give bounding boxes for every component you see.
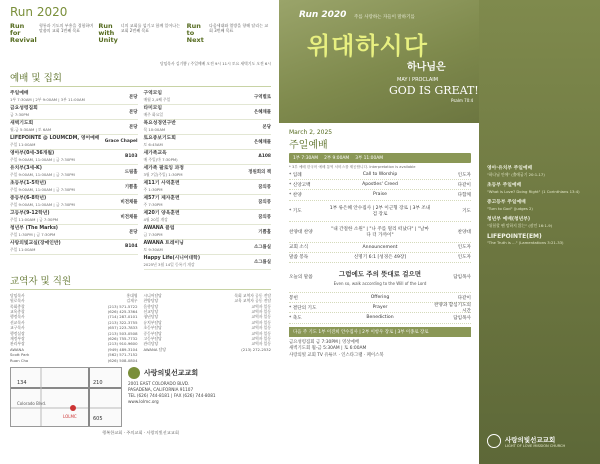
order-label: * 기도 (289, 208, 302, 214)
order-label: 찬양대 찬양 (289, 229, 313, 235)
sermon-title: 그럼에도 주의 뜻대로 걸으면 (338, 269, 422, 278)
order-label: * 축도 (289, 315, 302, 321)
map-label: 210 (93, 379, 103, 386)
order-leader: 다같이 (457, 182, 471, 188)
order-leader: 찬양과 합심기도의 시간 (434, 302, 471, 314)
department-item (487, 183, 594, 194)
service-name: 목요성경연구반 (143, 121, 176, 127)
service-location: 본당 (129, 229, 138, 235)
service-name: 고등부(9-12학년) (10, 211, 50, 217)
order-content: "내 간절한 소원" | "나 주를 멀리 떠났다" | "날마다 더 가까이" (331, 226, 429, 238)
sermon-leader: 담임목사 (453, 275, 471, 281)
staff-contact: 교역자 일동 (251, 309, 271, 315)
service-time: 매 주일(마 7:30PM) (143, 157, 178, 163)
service-text (10, 211, 58, 222)
service-time: 1부 7:30AM | 2부 9:00AM | 3부 11:00AM (10, 97, 85, 103)
order-row (289, 243, 471, 253)
service-location: 본당 (129, 124, 138, 130)
staff-role: 행정목사 (10, 314, 25, 320)
department-title: 중고등부 주일예배 (487, 200, 526, 205)
service-name: 유치부(3세-K) (10, 166, 42, 172)
service-name: 영아부(0세-36개월) (10, 151, 55, 157)
order-label: * 신앙고백 (289, 182, 311, 188)
staff-contact: 교육 교역자 공동 전담 (234, 298, 271, 304)
staff-role: 교육총괄 (10, 309, 25, 315)
theme-unity (98, 23, 182, 61)
service-item (10, 180, 138, 195)
staff-contact: 교역자 일동 (251, 336, 271, 342)
order-content: Prayer (372, 305, 388, 311)
order-row (289, 313, 471, 323)
service-location: 드림홀 (124, 169, 138, 175)
footer-motto: 행복한교회 · 주의교회 · 사랑의빛선교교회 (102, 429, 179, 435)
service-times-bar (289, 153, 471, 163)
staff-role: 찬양담당 (143, 298, 159, 304)
staff-role: 선교목사 (10, 319, 25, 325)
info-line: 새벽기도회 월-금 5:30AM | 토 6:00AM (289, 346, 367, 352)
order-leader: 다같이 (457, 295, 471, 301)
church-info: 담임목사 김기쁨 / 주일예배 오전 9시 11시 토요 새벽기도 오전 6시 (159, 61, 271, 66)
sermon-english: Even so, walk according to the Will of the Lord (333, 280, 427, 286)
service-name: 청년부 (The Marks) (10, 226, 58, 232)
staff-contact: 교역자 일동 (251, 319, 271, 325)
service-location: 본당 (129, 109, 138, 115)
service-location: 본당 (262, 124, 271, 130)
hero-main-title: 위대하시다 (307, 32, 428, 60)
order-leader: 인도자 (457, 172, 471, 178)
service-time: 1부 7:30AM (293, 156, 319, 161)
service-text (144, 181, 180, 192)
service-name: Happy Life(시니어대학) (143, 256, 201, 262)
service-text (144, 166, 184, 177)
map-label: Colorado Blvd. (17, 400, 47, 406)
staff-contact: (213) 910-9600 (107, 341, 138, 347)
order-content: Praise (373, 192, 387, 198)
service-item (10, 150, 138, 165)
service-text (144, 196, 180, 207)
sermon-content (329, 269, 431, 286)
service-location: 꿈의풍 (258, 199, 271, 205)
theme-desc: 다음세대와 열방을 향해 달리는 교회 3번째 목표 (208, 23, 269, 33)
department-sermon: "하나님 안에" (출애굽기 20:1-17) (487, 172, 545, 177)
service-name: 제20기 양육훈련 (143, 211, 180, 217)
order-leader: 담임목사 (453, 315, 471, 321)
hero-banner (279, 0, 479, 123)
service-item (144, 105, 272, 120)
service-item (10, 225, 138, 240)
hero-english-line: MAY I PROCLAIM (397, 77, 439, 83)
service-name: 새가족교육 (143, 151, 167, 157)
staff-role: 목회총괄 (10, 303, 25, 309)
service-text (10, 226, 58, 237)
staff-contact: (562) 571-7152 (107, 352, 138, 358)
service-location: 꿈의풍 (258, 184, 271, 190)
order-leader: 기도 (462, 208, 471, 214)
staff-title: 교역자 및 직원 (10, 273, 271, 290)
service-name: 제57기 제자훈련 (143, 196, 180, 202)
church-name: 사랑의빛선교교회 (144, 368, 199, 377)
middle-panel (279, 0, 479, 464)
service-time: 4월 20일 개강 (143, 217, 168, 223)
service-time: 주일 9:00AM, 11:00AM | 금 7:30PM (10, 172, 75, 178)
info-line: 금요성령집회 금 7:30PM | 영상예배 (289, 339, 360, 345)
order-label: * 찬양 (289, 192, 302, 198)
services-title: 예배 및 집회 (10, 70, 271, 87)
service-location: 꿈의풍 (258, 214, 271, 220)
order-content: Offering (370, 295, 390, 301)
service-name: 주일예배 (10, 91, 29, 97)
service-location: 기쁨홀 (124, 184, 138, 190)
map-label: LOLMC (63, 413, 77, 419)
theme-next (187, 23, 271, 61)
staff-contact: 교역자 일동 (251, 314, 271, 320)
service-location: B104 (124, 244, 138, 250)
staff-contact: (213) 322-3755 (107, 319, 138, 325)
service-location: 비전채플 (120, 214, 138, 220)
service-item (144, 90, 272, 105)
map-label: 605 (93, 415, 103, 422)
staff-role: 행정실장 (10, 330, 25, 336)
service-item (10, 135, 138, 150)
service-name: 사랑의빛교실(장애인반) (10, 241, 61, 247)
staff-role: 중등부담당 (143, 330, 162, 336)
order-label: 봉헌 (289, 295, 298, 301)
service-location: B103 (124, 154, 138, 160)
service-name: AWANA 클럽 (143, 226, 175, 232)
service-name: 타미모임 (143, 106, 163, 112)
department-item (487, 166, 594, 177)
service-name: 제11기 사역훈련 (143, 181, 180, 187)
services-grid (10, 90, 271, 270)
service-text (10, 91, 85, 102)
service-text (10, 241, 61, 252)
order-content: Apostles' Creed (362, 182, 398, 188)
staff-contact: 교역자 일동 (251, 341, 271, 347)
service-time: 금 7:30PM (143, 232, 163, 238)
order-content: 1부 류은혜 안수집사 | 2부 이근형 장로 | 3부 조내검 장로 (329, 205, 431, 217)
department-sermon: "What is Love? Doing Right" (1 Corinthians 13:4) (487, 189, 580, 194)
worship-order (279, 123, 479, 359)
theme-revival (10, 23, 94, 61)
department-sermon: "위험할 땐 망하지 않는" (잠언 16:1-9) (487, 223, 553, 228)
department-title: LIFEPOINTE(EM) (487, 233, 542, 240)
service-location: 소그룹실 (254, 244, 271, 250)
staff-contact: (213) 272-2532 (241, 346, 271, 352)
staff-contact: 홍대영 (126, 292, 138, 298)
theme-desc: 형통과 기도의 부흥을 경험하며 말씀의 교회 1번째 목표 (39, 23, 94, 33)
service-time: 목 10:00AM (143, 127, 166, 133)
order-leader: 인도자 (457, 255, 471, 261)
worship-title (289, 136, 471, 151)
next-week-prayer: 다음 주 기도 1부 이진희 안수집사 | 2부 이항우 장로 | 3부 이종로 장로 (289, 327, 471, 337)
hero-scripture-ref: Psalm 70:4 (451, 98, 474, 103)
staff-contact: (626) 755-7732 (107, 336, 138, 342)
staff-contact: 목회 교역자 공동 전담 (234, 292, 271, 298)
staff-contact: (949) 489-3104 (107, 346, 138, 352)
service-name: LIFEPOINTE @ LOUMCDM, 영어예배 (10, 136, 100, 142)
staff-contact: (626) 508-0804 (107, 357, 138, 363)
website-link[interactable]: www.lolmc.org (128, 398, 159, 404)
service-item (144, 180, 272, 195)
church-english-name: LIGHT OF LOVE MISSION CHURCH (505, 443, 566, 448)
service-text (10, 136, 99, 147)
department-title: 영아·유치부 주일예배 (487, 166, 533, 171)
service-location: 정원회의 책 (248, 169, 271, 175)
service-time: 3부 11:00AM (355, 156, 384, 161)
service-time: 주일 9:00AM, 11:00AM | 금 7:30PM (10, 202, 75, 208)
order-content: Announcement (362, 244, 398, 250)
hero-subtitle: 하나님은 (407, 62, 446, 73)
service-location: 기쁨홀 (258, 229, 271, 235)
department-sermons (487, 166, 594, 245)
service-text (144, 241, 184, 252)
order-rows (289, 170, 471, 263)
service-name: 초등부(1-5학년) (10, 181, 47, 187)
order-label: * 결단의 기도 (289, 305, 317, 311)
staff-role: 고등부담당 (143, 336, 162, 342)
hero-verse: 주를 사랑하는 자들이 말하기를 (354, 15, 415, 20)
service-item (144, 225, 272, 240)
staff-role: 재정부장 (10, 336, 25, 342)
staff-row (144, 347, 272, 352)
service-name: 금요성령집회 (10, 106, 38, 112)
staff-contact: (213) 571-5722 (107, 303, 138, 309)
worship-date: March 2, 2025 (289, 129, 333, 136)
staff-contact: (626) 425-3364 (107, 309, 138, 315)
service-item (144, 150, 272, 165)
service-item (10, 165, 138, 180)
services-right-column (144, 90, 272, 270)
staff-grid (10, 293, 271, 363)
order-label: 교회 소식 (289, 245, 309, 251)
service-text (144, 151, 178, 162)
theme-head: Run with Unity (98, 22, 118, 44)
service-item (10, 195, 138, 210)
service-text (10, 166, 75, 177)
service-item (10, 240, 138, 255)
staff-right-column (144, 293, 272, 363)
service-item (10, 210, 138, 225)
service-text (144, 226, 175, 237)
service-location: 구역별로 (254, 94, 271, 100)
sermon-label: 오늘의 말씀 (289, 275, 313, 281)
order-content: Call to Worship (362, 172, 398, 178)
staff-contact: (213) 503-0508 (107, 330, 138, 336)
hero-english-title: GOD IS GREAT! (389, 84, 479, 97)
service-text (10, 121, 51, 132)
staff-role: AWANA (10, 346, 24, 352)
department-sermon: "The Truth is ..." (Lamentations 3:21-33) (487, 240, 564, 245)
service-item (10, 105, 138, 120)
service-text (10, 106, 38, 117)
service-text (144, 211, 180, 222)
location-map (10, 367, 122, 427)
service-location: 본당 (129, 94, 138, 100)
service-time: 주일 11:00AM | 금 7:30PM (10, 217, 59, 223)
service-item (144, 240, 272, 255)
service-name: 구역모임 (143, 91, 163, 97)
staff-role: 원로목사 (10, 298, 25, 304)
service-item (144, 255, 272, 270)
staff-role: 음향담당 (143, 303, 159, 309)
service-location: 비전채플 (120, 199, 138, 205)
order-row (289, 170, 471, 180)
staff-role: Scott Park (10, 352, 30, 358)
service-text (144, 106, 164, 117)
order-content: 신명기 6:1 [성경은 49장] (353, 255, 407, 261)
service-name: 세가족 팔로잉 과정 (143, 166, 184, 172)
order-row (289, 303, 471, 313)
service-name: 새벽기도회 (10, 121, 34, 127)
service-time: 주일 9:00AM, 11:00AM | 금 7:30PM (10, 157, 75, 163)
theme-desc: 너의 교회를 섬기고 함께 일어나는 교회 2번째 목표 (120, 23, 180, 33)
service-time: 주 1:30PM (143, 187, 163, 193)
order-leader: 다함께 (457, 192, 471, 198)
worship-title-text: 주일예배 (289, 140, 328, 151)
services-left-column (10, 90, 138, 270)
staff-role: 관리부장 (10, 341, 25, 347)
order-row (289, 253, 471, 263)
service-item (144, 195, 272, 210)
staff-row (10, 358, 138, 363)
service-time: 토 6:45AM (143, 142, 163, 148)
run-title: Run 2020 (10, 5, 68, 19)
staff-role: 관리담당 (143, 341, 159, 347)
service-item (144, 135, 272, 150)
order-label: 말씀 봉독 (289, 255, 309, 261)
left-panel (0, 0, 279, 464)
hero-run-logo: Run 2020 (299, 10, 347, 20)
service-text (144, 136, 176, 147)
church-logo-footer (487, 434, 565, 448)
order-row (289, 201, 471, 222)
info-lines (289, 340, 471, 360)
staff-role: 초등부담당 (143, 325, 162, 331)
service-name: 중등부(6-8학년) (10, 196, 47, 202)
order-leader: 인도자 (457, 245, 471, 251)
service-time: 주일 11:00AM (10, 247, 36, 253)
service-time: 금 7:30PM (10, 112, 29, 118)
church-address (128, 367, 271, 427)
church-name: 사랑의빛선교교회 (505, 435, 556, 444)
service-text (144, 91, 171, 102)
staff-contact: 교역자 일동 (251, 303, 271, 309)
service-text (144, 256, 201, 267)
address-line: PASADENA, CALIFORNIA 91107 (128, 386, 194, 392)
department-item (487, 200, 594, 211)
service-time: 월-금 5:30AM | 토 6AM (10, 127, 52, 133)
order-leader: 찬양대 (457, 229, 471, 235)
department-item (487, 217, 594, 228)
service-location: 소그룹실 (254, 259, 271, 265)
service-time: 매주 화요일 (143, 112, 164, 118)
logo-mark-icon (487, 434, 501, 448)
theme-head: Run to Next (186, 22, 204, 44)
service-time: 2025년 3월 14일 등록기 개강 (143, 262, 195, 268)
info-line: 사랑의빛 교회 TV 유튜브 · 인스타그램 · 페이스북 (289, 352, 384, 358)
service-text (10, 181, 75, 192)
service-text (10, 196, 75, 207)
service-item (144, 165, 272, 180)
staff-role: 청년담당 (143, 314, 159, 320)
service-name: 토요중보기도회 (143, 136, 176, 142)
service-item (144, 210, 272, 225)
staff-left-column (10, 293, 138, 363)
staff-role: 담임목사 (10, 292, 25, 298)
service-name: AWANA 트레이닝 (143, 241, 184, 247)
staff-contact: (714) 287-0101 (107, 314, 138, 320)
staff-role: 유치부담당 (143, 319, 162, 325)
service-text (144, 121, 176, 132)
order-row (289, 180, 471, 190)
service-location: 은혜채플 (254, 109, 271, 115)
right-panel (479, 0, 600, 464)
order-row (289, 222, 471, 243)
staff-role: 선교담당 (143, 309, 159, 315)
staff-role: 시니어담당 (143, 292, 162, 298)
service-location: A108 (258, 154, 271, 160)
staff-role: 교구목사 (10, 325, 25, 331)
address-line: 2001 EAST COLORADO BLVD. (128, 380, 190, 386)
staff-contact: 김재우 (126, 298, 138, 304)
address-line: TEL (626) 744-8181 | FAX (626) 744-8081 (128, 392, 216, 398)
service-item (10, 120, 138, 135)
department-title: 청년부 예배(청년부) (487, 217, 531, 222)
staff-contact: (657) 223-7833 (107, 325, 138, 331)
service-time: 주일 9:00AM, 11:00AM | 금 7:30PM (10, 187, 75, 193)
service-location: 은혜채플 (254, 139, 271, 145)
translation-note: * 3부 예배 한국어 예배 통역 서비스를 제공합니다. Interpretation is available (289, 165, 416, 169)
church-logo (128, 367, 271, 379)
service-time: 3월 7일(주일) 1:30PM (143, 172, 183, 178)
department-sermon: "Turn to God" (Judges 2) (487, 206, 533, 211)
service-time: 주일 1:30PM | 금 7:30PM (10, 232, 56, 238)
order-row (289, 190, 471, 200)
service-time: 2부 9:00AM (324, 156, 350, 161)
staff-role: AWANA 담당 (143, 346, 167, 352)
theme-list (10, 23, 271, 61)
service-time: 토 9:30AM (143, 247, 163, 253)
department-title: 초등부 주일예배 (487, 183, 522, 188)
logo-mark-icon (128, 367, 140, 379)
service-time: 매월 2,4째 주일 (143, 97, 171, 103)
staff-role: Ruan Cho (10, 357, 29, 363)
department-item (487, 234, 594, 245)
service-text (10, 151, 75, 162)
service-item (144, 120, 272, 135)
map-area (10, 367, 271, 427)
after-rows (289, 293, 471, 324)
order-content: Benediction (366, 315, 394, 321)
theme-head: Run for Revival (10, 22, 37, 44)
staff-contact: 교역자 일동 (251, 325, 271, 331)
service-item (10, 90, 138, 105)
order-label: * 입례 (289, 172, 302, 178)
service-time: 주 7:30PM (143, 202, 163, 208)
sermon-row (289, 263, 471, 293)
service-location: Grace Chapel (104, 139, 138, 145)
service-time: 주일 11:00AM (10, 142, 36, 148)
staff-contact: 교역자 일동 (251, 330, 271, 336)
map-label: 134 (17, 379, 27, 386)
map-roads-icon (11, 368, 121, 426)
